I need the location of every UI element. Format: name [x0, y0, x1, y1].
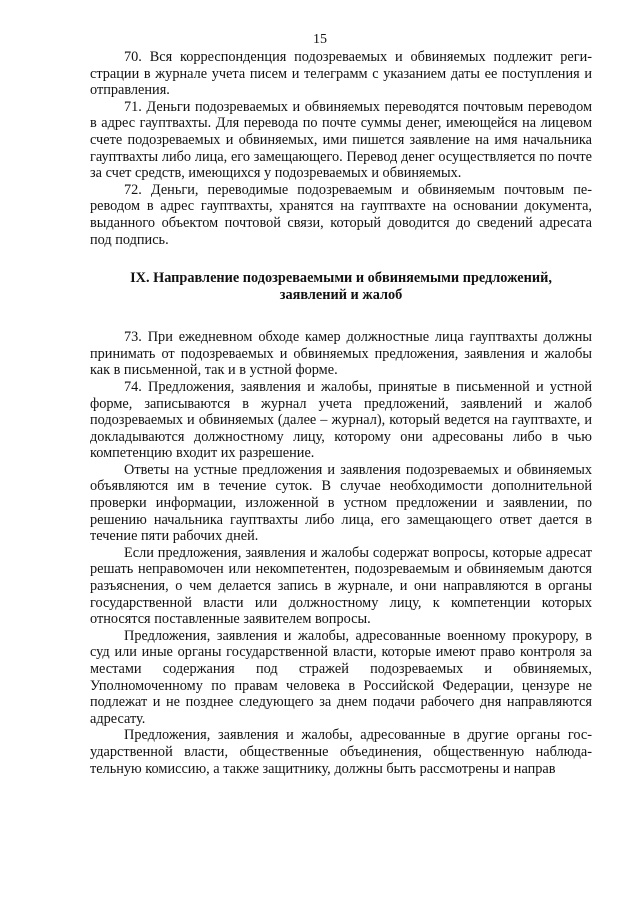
paragraph-71: 71. Деньги подозреваемых и обвиняемых переводятся почтовым переводом в адрес гауптвахты. Для перевода по почте суммы денег, имеющейся на лицевом счете подозреваемых и обвиняемых, ими пишется заявление на имя начальника гауптвахты либо лица, его замещающего. Перевод денег осуществляется по почте за счет средств, имеющихся у подозреваемых и обвиняемых.	[90, 98, 592, 182]
section-heading-line-1: IX. Направление подозреваемыми и обвиняемыми предложений,	[130, 270, 552, 287]
section-heading-line-2: заявлений и жалоб	[279, 287, 403, 304]
paragraph-72: 72. Деньги, переводимые подозреваемым и обвиняемым почтовым переводом в адрес гауптвахты, хранятся на гауптвахте на основании документа, выданного объектом почтовой связи, который доводится до сведений адресата под подпись.	[90, 181, 592, 248]
section-heading	[90, 270, 592, 304]
page-number: 15	[313, 32, 327, 47]
document-body	[90, 49, 592, 777]
paragraph-70: 70. Вся корреспонденция подозреваемых и обвиняемых подлежит регистрации в журнале учета писем и телеграмм с указанием даты ее поступления и отправления.	[90, 49, 592, 99]
paragraph-prosecutor-court: Предложения, заявления и жалобы, адресованные военному прокурору, в суд или иные органы государственной власти, которые имеют право контроля за местами содержания под стражей подозреваемых и обвиняемых, Уполномоченному по правам человека в Российской Федерации, цензуре не подлежат и не позднее следующего за днем подачи рабочего дня направляются адресату.	[90, 627, 592, 727]
paragraph-incompetent-addressee: Если предложения, заявления и жалобы содержат вопросы, которые адресат решать неправомочен или некомпетентен, подозреваемым и обвиняемым даются разъяснения, о чем делается запись в журнале, и они направляются в органы государственной власти или должностному лицу, к компетенции которых относятся поставленные заявителем вопросы.	[90, 544, 592, 628]
paragraph-oral-answers: Ответы на устные предложения и заявления подозреваемых и обвиняемых объявляются им в течение суток. В случае необходимости дополнительной проверки информации, изложенной в устном предложении и заявлении, по решению начальника гауптвахты либо лица, его замещающего ответ дается в течение пяти рабочих дней.	[90, 461, 592, 545]
paragraph-74: 74. Предложения, заявления и жалобы, принятые в письменной и устной форме, записываются в журнал учета предложений, заявлений и жалоб подозреваемых и обвиняемых (далее – журнал), который ведется на гауптвахте, и докладываются должностному лицу, которому они адресованы либо в чью компетенцию входит их разрешение.	[90, 378, 592, 462]
paragraph-73: 73. При ежедневном обходе камер должностные лица гауптвахты должны принимать от подозреваемых и обвиняемых предложения, заявления и жалобы как в письменной, так и в устной форме.	[90, 329, 592, 379]
paragraph-other-bodies: Предложения, заявления и жалобы, адресованные в другие органы государственной власти, общественные объединения, общественную наблюдательную комиссию, а также защитнику, должны быть рассмотрены и направ	[90, 727, 592, 777]
